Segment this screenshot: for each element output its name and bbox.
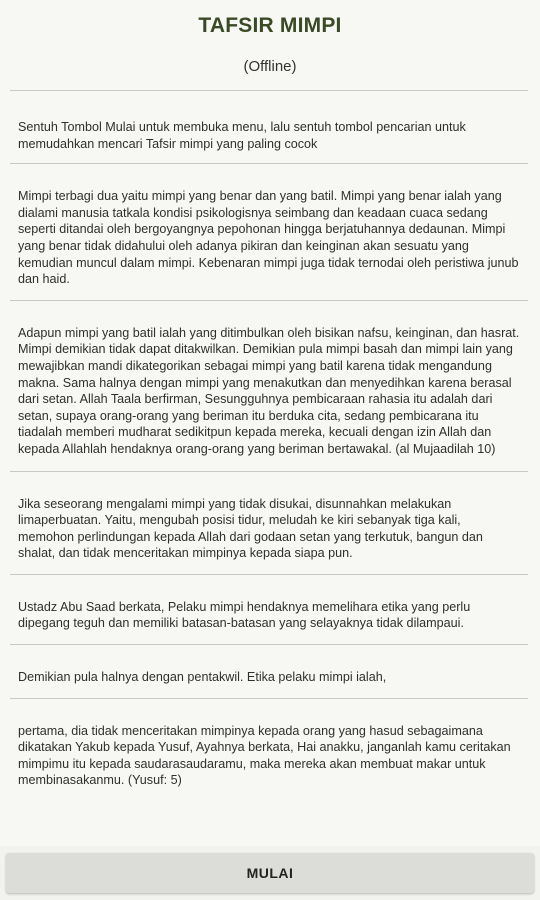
text-paragraph: Mimpi terbagi dua yaitu mimpi yang benar dan yang batil. Mimpi yang benar ialah yang dialami manusia tatkala kondisi psikologisnya seimbang dan keadaan cuaca sedang seperti ditandai oleh bergoyangnya pepohonan hingga berjatuhannya dedaunan. Mimpi yang benar tidak didahului oleh adanya pikiran dan keinginan akan sesuatu yang kemudian muncul dalam mimpi. Kebenaran mimpi juga tidak ternodai oleh peristiwa junub dan haid. [18,189,519,287]
text-paragraph: pertama, dia tidak menceritakan mimpinya kepada orang yang hasud sebagaimana dikatakan Yakub kepada Yusuf, Ayahnya berkata, Hai anakku, janganlah kamu ceritakan mimpimu itu kepada saudarasaudaramu, maka mereka akan membuat makar untuk membinasakanmu. (Yusuf: 5) [18,723,511,788]
text-paragraph: Demikian pula halnya dengan pentakwil. Etika pelaku mimpi ialah, [18,670,387,685]
instruction-paragraph: Sentuh Tombol Mulai untuk membuka menu, lalu sentuh tombol pencarian untuk memudahkan mencari Tafsir mimpi yang paling cocok [18,120,466,151]
text-paragraph: Adapun mimpi yang batil ialah yang ditimbulkan oleh bisikan nafsu, keinginan, dan hasrat. Mimpi demikian tidak dapat ditakwilkan. Demikian pula mimpi basah dan mimpi lain yang mewajibkan mandi dikategorikan sebagai mimpi yang batil karena tidak mengandung makna. Sama halnya dengan mimpi yang menakutkan dan menyedihkan karena berasal dari setan. Allah Taala berfirman, Sesungguhnya pembicaraan rahasia itu adalah dari setan, supaya orang-orang yang beriman itu berduka cita, sedang pembicarana itu tiadalah memberi mudharat sedikitpun kepada mereka, kecuali dengan izin Allah dan kepada Allahlah hendaknya orang-orang yang beriman bertawakal. (al Mujaadilah 10) [18,325,520,456]
app-title: TAFSIR MIMPI [198,14,342,37]
content-scroll-area[interactable] [10,90,528,847]
text-paragraph: Ustadz Abu Saad berkata, Pelaku mimpi hendaknya memelihara etika yang perlu dipegang teguh dan memiliki batasan-batasan yang selayaknya tidak dilampaui. [18,599,471,631]
app-subtitle: (Offline) [243,58,297,75]
start-button[interactable]: MULAI [6,853,534,893]
text-paragraph: Jika seseorang mengalami mimpi yang tidak disukai, disunnahkan melakukan limaperbuatan. Yaitu, mengubah posisi tidur, meludah ke kiri sebanyak tiga kali, memohon perlindungan kepada Allah dari godaan setan yang terkutuk, bangun dan shalat, dan tidak menceritakan mimpinya kepada siapa pun. [18,496,483,561]
bottom-bar [0,846,540,900]
